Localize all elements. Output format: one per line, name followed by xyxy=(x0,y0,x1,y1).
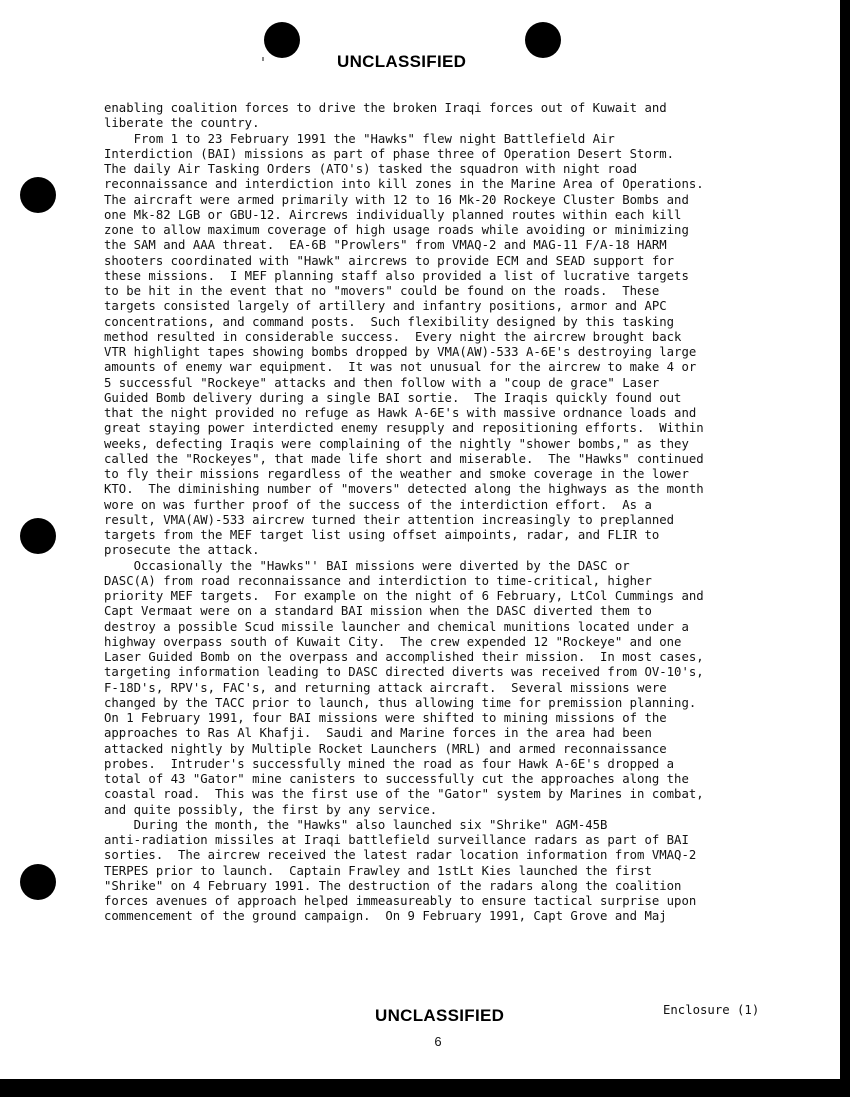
punch-hole-left-3 xyxy=(20,864,56,900)
header-classification: UNCLASSIFIED xyxy=(337,52,467,71)
body-line: commencement of the ground campaign. On 9 February 1991, Capt Grove and Maj xyxy=(104,909,667,924)
body-line: anti-radiation missiles at Iraqi battlefield surveillance radars as part of BAI xyxy=(104,833,689,847)
body-line: F-18D's, RPV's, FAC's, and returning attack aircraft. Several missions were xyxy=(104,680,667,695)
body-line: approaches to Ras Al Khafji. Saudi and Marine forces in the area had been xyxy=(104,726,652,741)
body-line: highway overpass south of Kuwait City. The crew expended 12 "Rockeye" and one xyxy=(104,634,682,649)
body-line: amounts of enemy war equipment. It was not unusual for the aircrew to make 4 or xyxy=(104,360,697,375)
body-line: result, VMA(AW)-533 aircrew turned their attention increasingly to preplanned xyxy=(104,512,675,527)
body-line: On 1 February 1991, four BAI missions were shifted to mining missions of the xyxy=(104,711,667,725)
body-line: liberate the country. xyxy=(104,116,260,131)
body-line: called the "Rockeyes", that made life short and miserable. The "Hawks" continued xyxy=(104,451,704,466)
body-line: The daily Air Tasking Orders (ATO's) tasked the squadron with night road xyxy=(104,162,638,176)
scan-border-right xyxy=(840,0,850,1097)
body-line: concentrations, and command posts. Such flexibility designed by this tasking xyxy=(104,314,675,329)
body-line: 5 successful "Rockeye" attacks and then follow with a "coup de grace" Laser xyxy=(104,375,660,390)
body-line: prosecute the attack. xyxy=(104,543,260,558)
page-number: 6 xyxy=(434,1034,442,1049)
body-line: targets consisted largely of artillery and infantry positions, armor and APC xyxy=(104,299,667,314)
body-line: the SAM and AAA threat. EA-6B "Prowlers" from VMAQ-2 and MAG-11 F/A-18 HARM xyxy=(104,238,667,253)
body-line: VTR highlight tapes showing bombs dropped by VMA(AW)-533 A-6E's destroying large xyxy=(104,345,697,359)
footer-classification: UNCLASSIFIED xyxy=(375,1006,505,1025)
body-line: shooters coordinated with "Hawk" aircrews to provide ECM and SEAD support for xyxy=(104,253,675,268)
enclosure-label: Enclosure (1) xyxy=(663,1003,760,1017)
body-line: Guided Bomb delivery during a single BAI sortie. The Iraqis quickly found out xyxy=(104,390,682,405)
body-line: coastal road. This was the first use of the "Gator" system by Marines in combat, xyxy=(104,787,704,802)
body-line: TERPES prior to launch. Captain Frawley and 1stLt Kies launched the first xyxy=(104,863,652,878)
body-line: Laser Guided Bomb on the overpass and accomplished their mission. In most cases, xyxy=(104,650,704,664)
body-line: destroy a possible Scud missile launcher and chemical munitions located under a xyxy=(104,619,689,634)
body-line: and quite possibly, the first by any service. xyxy=(104,802,438,817)
punch-hole-left-1 xyxy=(20,177,56,213)
punch-hole-left-2 xyxy=(20,518,56,554)
body-line: During the month, the "Hawks" also launched six "Shrike" AGM-45B xyxy=(104,817,608,832)
body-line: attacked nightly by Multiple Rocket Launchers (MRL) and armed reconnaissance xyxy=(104,741,667,756)
body-line: wore on was further proof of the success of the interdiction effort. As a xyxy=(104,497,652,512)
body-line: DASC(A) from road reconnaissance and interdiction to time-critical, higher xyxy=(104,573,652,588)
body-line: these missions. I MEF planning staff also provided a list of lucrative targets xyxy=(104,268,689,283)
body-line: that the night provided no refuge as Hawk A-6E's with massive ordnance loads and xyxy=(104,406,697,420)
body-line: weeks, defecting Iraqis were complaining of the nightly "shower bombs," as they xyxy=(104,436,689,451)
body-line: changed by the TACC prior to launch, thus allowing time for premission planning. xyxy=(104,695,697,710)
body-line: targets from the MEF target list using offset aimpoints, radar, and FLIR to xyxy=(104,528,660,542)
body-line: enabling coalition forces to drive the broken Iraqi forces out of Kuwait and xyxy=(104,101,667,115)
punch-hole-top-left xyxy=(264,22,300,58)
body-line: The aircraft were armed primarily with 12 to 16 Mk-20 Rockeye Cluster Bombs and xyxy=(104,192,689,207)
scan-border-bottom xyxy=(0,1079,850,1097)
body-line: to fly their missions regardless of the weather and smoke coverage in the lower xyxy=(104,467,689,481)
scan-speck xyxy=(262,57,264,61)
body-line: priority MEF targets. For example on the night of 6 February, LtCol Cummings and xyxy=(104,589,704,603)
body-line: Occasionally the "Hawks"' BAI missions were diverted by the DASC or xyxy=(104,558,630,573)
body-line: KTO. The diminishing number of "movers" detected along the highways as the month xyxy=(104,482,704,497)
body-line: targeting information leading to DASC directed diverts was received from OV-10's, xyxy=(104,665,704,680)
body-line: total of 43 "Gator" mine canisters to successfully cut the approaches along the xyxy=(104,772,689,786)
body-line: Interdiction (BAI) missions as part of phase three of Operation Desert Storm. xyxy=(104,146,675,161)
document-body xyxy=(104,101,784,925)
body-line: zone to allow maximum coverage of high usage roads while avoiding or minimizing xyxy=(104,223,689,237)
body-line: reconnaissance and interdiction into kill zones in the Marine Area of Operations. xyxy=(104,177,704,192)
body-line: one Mk-82 LGB or GBU-12. Aircrews individually planned routes within each kill xyxy=(104,207,682,222)
body-line: method resulted in considerable success. Every night the aircrew brought back xyxy=(104,329,682,344)
body-line: great staying power interdicted enemy resupply and repositioning efforts. Within xyxy=(104,421,704,436)
body-line: From 1 to 23 February 1991 the "Hawks" flew night Battlefield Air xyxy=(104,131,615,146)
body-line: Capt Vermaat were on a standard BAI mission when the DASC diverted them to xyxy=(104,604,652,619)
body-line: sorties. The aircrew received the latest radar location information from VMAQ-2 xyxy=(104,848,697,863)
body-line: forces avenues of approach helped immeasureably to ensure tactical surprise upon xyxy=(104,894,697,908)
body-line: to be hit in the event that no "movers" could be found on the roads. These xyxy=(104,284,660,298)
punch-hole-top-right xyxy=(525,22,561,58)
body-line: probes. Intruder's successfully mined the road as four Hawk A-6E's dropped a xyxy=(104,756,675,771)
body-line: "Shrike" on 4 February 1991. The destruction of the radars along the coalition xyxy=(104,878,682,893)
